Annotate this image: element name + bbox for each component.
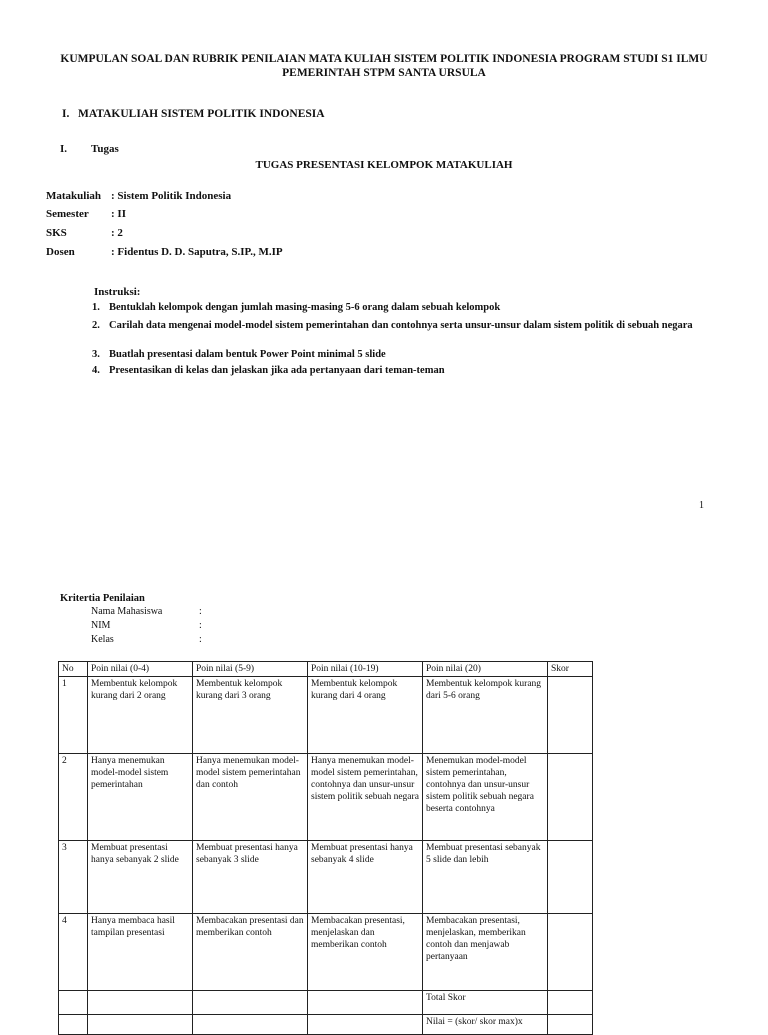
rubric-table	[58, 661, 593, 1035]
instruksi-number: 4.	[92, 365, 100, 376]
document-title: KUMPULAN SOAL DAN RUBRIK PENILAIAN MATA KULIAH SISTEM POLITIK INDONESIA PROGRAM STUDI S1 ILMU PEMERINTAH STPM SANTA URSULA	[60, 53, 708, 79]
info-value: : II	[111, 208, 126, 220]
table-cell: Membuat presentasi sebanyak 5 slide dan lebih	[423, 841, 548, 914]
table-row-nilai	[59, 1015, 593, 1035]
table-cell: 1	[59, 677, 88, 754]
info-label: SKS	[46, 227, 67, 239]
table-cell: Membacakan presentasi, menjelaskan dan memberikan contoh	[308, 914, 423, 991]
instruksi-number: 2.	[92, 320, 100, 331]
header-cell-skor: Skor	[548, 662, 593, 677]
nilai-formula-label: Nilai = (skor/ skor max)x	[423, 1015, 548, 1035]
instruksi-item	[92, 349, 702, 361]
info-label: Semester	[46, 208, 89, 220]
student-field-nama	[91, 606, 202, 617]
header-cell-no: No	[59, 662, 88, 677]
table-header-row	[59, 662, 593, 677]
table-cell: 3	[59, 841, 88, 914]
info-label: Matakuliah	[46, 190, 102, 202]
table-cell	[548, 754, 593, 841]
table-cell	[88, 991, 193, 1015]
table-cell	[59, 1015, 88, 1035]
info-label: Dosen	[46, 246, 75, 258]
table-cell: Hanya membaca hasil tampilan presentasi	[88, 914, 193, 991]
instruksi-text: Buatlah presentasi dalam bentuk Power Point minimal 5 slide	[109, 349, 386, 360]
table-cell	[548, 677, 593, 754]
table-cell	[548, 914, 593, 991]
section-title: MATAKULIAH SISTEM POLITIK INDONESIA	[78, 108, 325, 120]
assignment-subtitle: TUGAS PRESENTASI KELOMPOK MATAKULIAH	[255, 159, 513, 171]
table-cell: Membacakan presentasi, menjelaskan, memberikan contoh dan menjawab pertanyaan	[423, 914, 548, 991]
tugas-number: I.	[60, 143, 68, 155]
table-cell: 4	[59, 914, 88, 991]
table-cell	[548, 991, 593, 1015]
student-field-label: NIM	[91, 620, 111, 631]
table-cell: Hanya menemukan model-model sistem pemerintahan	[88, 754, 193, 841]
header-cell-poin-0-4: Poin nilai (0-4)	[88, 662, 193, 677]
instruksi-number: 3.	[92, 349, 100, 360]
instruksi-heading: Instruksi:	[94, 286, 141, 298]
info-row-sks	[46, 227, 123, 239]
tugas-heading	[60, 143, 119, 155]
table-cell: Membuat presentasi hanya sebanyak 2 slide	[88, 841, 193, 914]
table-cell	[193, 1015, 308, 1035]
table-cell: Membentuk kelompok kurang dari 4 orang	[308, 677, 423, 754]
table-cell	[308, 991, 423, 1015]
info-value: : Fidentus D. D. Saputra, S.IP., M.IP	[111, 246, 283, 258]
student-field-label: Nama Mahasiswa	[91, 606, 163, 617]
table-row-total	[59, 991, 593, 1015]
table-cell: Hanya menemukan model-model sistem pemerintahan dan contoh	[193, 754, 308, 841]
table-row	[59, 841, 593, 914]
student-field-colon: :	[199, 620, 202, 631]
info-row-semester	[46, 208, 126, 220]
table-cell	[193, 991, 308, 1015]
info-row-dosen	[46, 246, 283, 258]
table-cell	[548, 1015, 593, 1035]
info-value: : 2	[111, 227, 123, 239]
student-field-label: Kelas	[91, 634, 114, 645]
table-row	[59, 754, 593, 841]
header-cell-poin-10-19: Poin nilai (10-19)	[308, 662, 423, 677]
table-cell: Membentuk kelompok kurang dari 3 orang	[193, 677, 308, 754]
table-cell: 2	[59, 754, 88, 841]
instruksi-item	[92, 320, 702, 332]
table-cell: Membentuk kelompok kurang dari 5-6 orang	[423, 677, 548, 754]
total-skor-label: Total Skor	[423, 991, 548, 1015]
table-cell	[308, 1015, 423, 1035]
section-number: I.	[62, 108, 70, 120]
student-field-colon: :	[199, 606, 202, 617]
instruksi-text: Carilah data mengenai model-model sistem pemerintahan dan contohnya serta unsur-unsur dalam sistem politik di sebuah negara	[109, 320, 693, 331]
student-field-kelas	[91, 634, 202, 645]
table-cell: Membacakan presentasi dan memberikan contoh	[193, 914, 308, 991]
table-row	[59, 677, 593, 754]
table-row	[59, 914, 593, 991]
table-cell	[548, 841, 593, 914]
info-row-matakuliah	[46, 190, 231, 202]
student-field-colon: :	[199, 634, 202, 645]
table-cell: Membentuk kelompok kurang dari 2 orang	[88, 677, 193, 754]
table-cell: Membuat presentasi hanya sebanyak 4 slide	[308, 841, 423, 914]
tugas-label: Tugas	[91, 143, 119, 155]
instruksi-text: Presentasikan di kelas dan jelaskan jika ada pertanyaan dari teman-teman	[109, 365, 445, 376]
header-cell-poin-20: Poin nilai (20)	[423, 662, 548, 677]
table-cell: Hanya menemukan model-model sistem pemerintahan, contohnya dan unsur-unsur sistem politik sebuah negara	[308, 754, 423, 841]
page-number: 1	[699, 500, 704, 511]
instruksi-number: 1.	[92, 302, 100, 313]
table-cell	[88, 1015, 193, 1035]
instruksi-text: Bentuklah kelompok dengan jumlah masing-masing 5-6 orang dalam sebuah kelompok	[109, 302, 501, 313]
instruksi-item	[92, 365, 702, 377]
table-cell: Membuat presentasi hanya sebanyak 3 slide	[193, 841, 308, 914]
info-value: : Sistem Politik Indonesia	[111, 190, 232, 202]
kriteria-heading: Kritertia Penilaian	[60, 593, 145, 604]
section-heading	[62, 108, 325, 120]
header-cell-poin-5-9: Poin nilai (5-9)	[193, 662, 308, 677]
student-field-nim	[91, 620, 202, 631]
table-cell	[59, 991, 88, 1015]
instruksi-item	[92, 302, 702, 314]
table-cell: Menemukan model-model sistem pemerintahan, contohnya dan unsur-unsur sistem politik sebuah negara beserta contohnya	[423, 754, 548, 841]
